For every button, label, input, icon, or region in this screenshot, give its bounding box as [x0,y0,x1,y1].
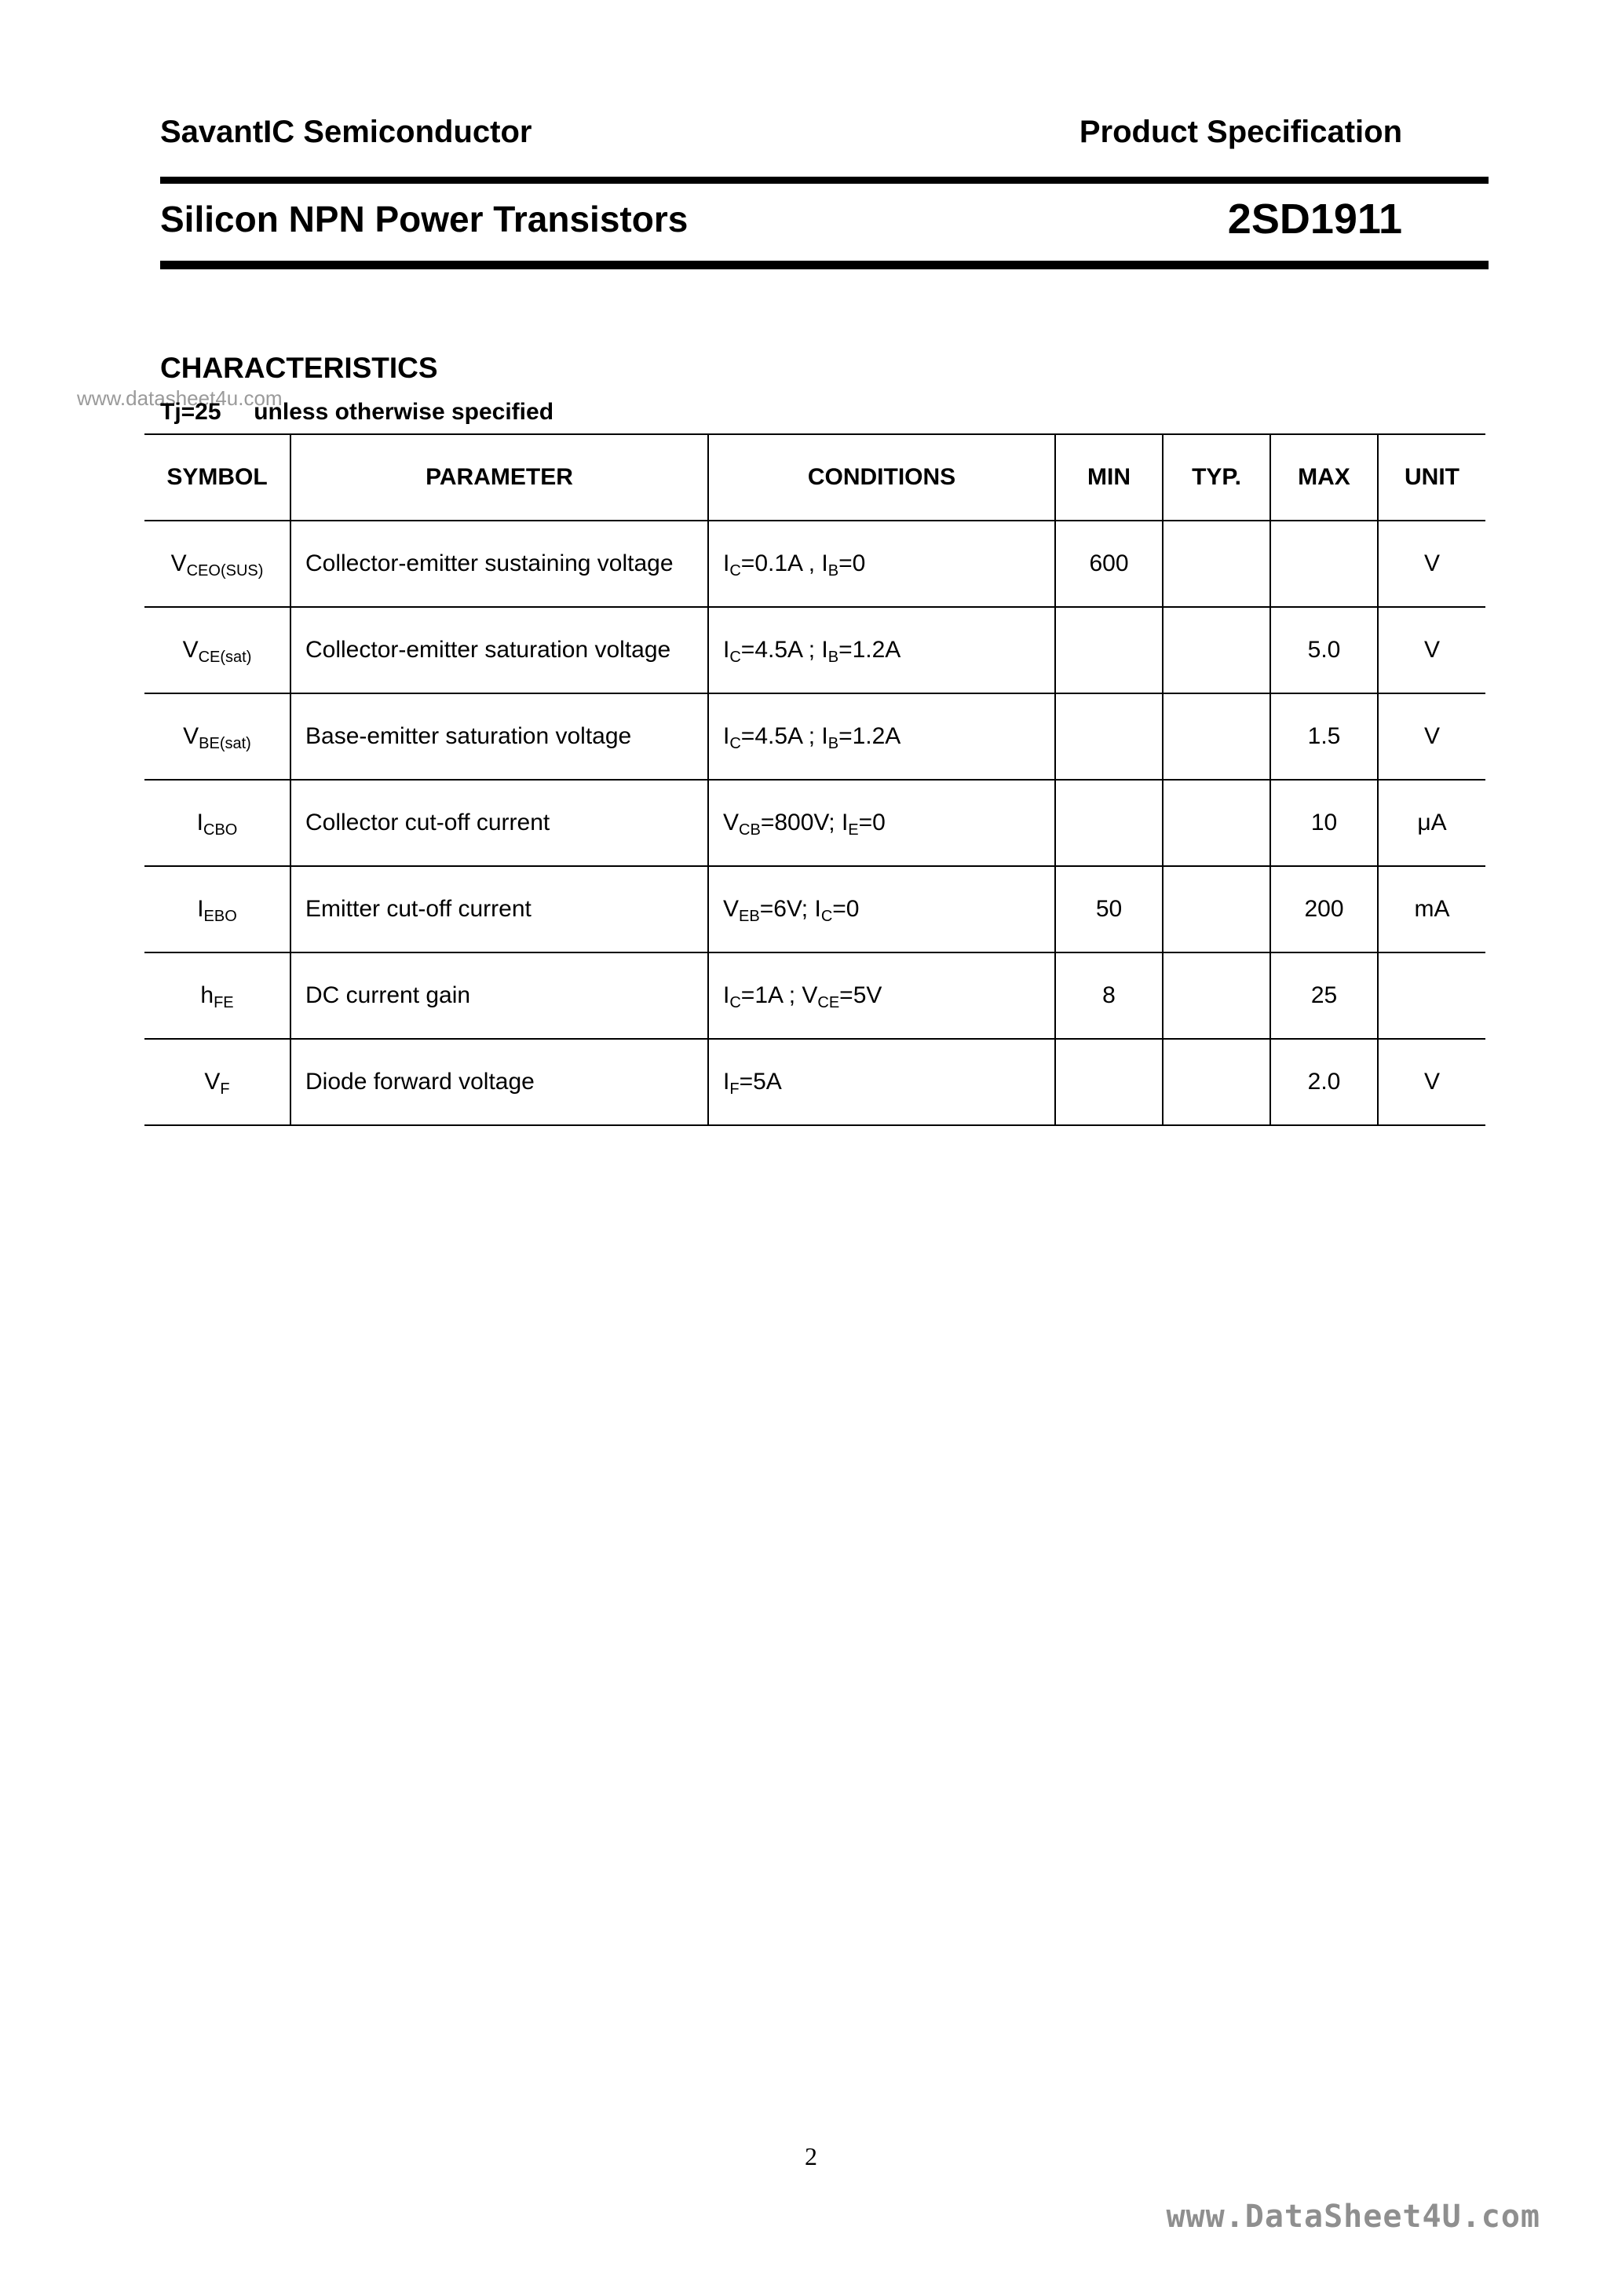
symbol-cell [144,521,290,607]
condition-subscript: CE [817,994,840,1011]
symbol-base: V [182,637,199,663]
typ-cell [1163,952,1270,1039]
header-symbol: SYMBOL [144,434,290,521]
symbol-subscript: FE [214,994,234,1011]
symbol-subscript: CEO(SUS) [186,562,264,579]
min-cell: 600 [1055,521,1163,607]
section-title: CHARACTERISTICS [160,352,438,384]
parameter-cell: Diode forward voltage [290,1039,708,1125]
watermark-top: www.datasheet4u.com [77,386,283,410]
condition-text: =4.5A ; I [740,723,828,749]
min-cell: 8 [1055,952,1163,1039]
condition-text: I [723,637,730,663]
unit-cell: V [1378,607,1485,693]
condition-text: V [723,810,740,835]
table-header-row [144,434,1485,521]
max-cell [1270,521,1378,607]
watermark-bottom: www.DataSheet4U.com [1166,2199,1540,2235]
parameter-cell: Emitter cut-off current [290,866,708,952]
conditions-cell [708,780,1055,866]
condition-subscript: C [820,908,833,925]
condition-text: =4.5A ; I [740,637,828,663]
header-max: MAX [1270,434,1378,521]
typ-cell [1163,1039,1270,1125]
conditions-cell [708,1039,1055,1125]
conditions-cell [708,693,1055,780]
condition-text: =0 [858,810,886,835]
test-condition-note: Tj=25 unless otherwise specified [160,399,554,425]
typ-cell [1163,521,1270,607]
min-cell [1055,607,1163,693]
max-cell: 200 [1270,866,1378,952]
header-divider-top [160,177,1489,184]
table-row [144,693,1485,780]
max-cell: 25 [1270,952,1378,1039]
condition-text: =0 [838,550,866,576]
unit-cell: V [1378,521,1485,607]
condition-subscript: EB [739,908,760,925]
unit-cell: V [1378,693,1485,780]
table-row [144,866,1485,952]
parameter-cell: Base-emitter saturation voltage [290,693,708,780]
symbol-subscript: CE(sat) [198,649,252,666]
condition-subscript: C [729,994,741,1011]
condition-subscript: C [729,735,741,752]
condition-text: I [723,723,730,749]
header-conditions: CONDITIONS [708,434,1055,521]
max-cell: 5.0 [1270,607,1378,693]
min-cell: 50 [1055,866,1163,952]
symbol-subscript: CBO [203,821,238,839]
symbol-cell [144,1039,290,1125]
condition-subscript: C [729,562,741,579]
max-cell: 10 [1270,780,1378,866]
conditions-cell [708,521,1055,607]
header-parameter: PARAMETER [290,434,708,521]
parameter-cell: DC current gain [290,952,708,1039]
header-divider-bottom [160,261,1489,269]
typ-cell [1163,780,1270,866]
typ-cell [1163,607,1270,693]
condition-text: V [723,896,740,922]
condition-subscript: C [729,649,741,666]
condition-text: =800V; I [760,810,849,835]
condition-subscript: E [848,821,859,839]
condition-subscript: B [827,562,839,579]
characteristics-table [144,433,1485,1126]
condition-text: =5A [739,1069,782,1095]
typ-cell [1163,866,1270,952]
table-row [144,1039,1485,1125]
header-unit: UNIT [1378,434,1485,521]
symbol-base: h [200,982,214,1008]
symbol-cell [144,780,290,866]
symbol-cell [144,952,290,1039]
unit-cell: μA [1378,780,1485,866]
unit-cell: V [1378,1039,1485,1125]
max-cell: 1.5 [1270,693,1378,780]
table-row [144,952,1485,1039]
company-name: SavantIC Semiconductor [160,115,532,149]
symbol-cell [144,607,290,693]
condition-text: I [723,550,730,576]
min-cell [1055,693,1163,780]
condition-subscript: B [827,649,839,666]
table-row [144,521,1485,607]
symbol-base: I [197,896,204,922]
parameter-cell: Collector cut-off current [290,780,708,866]
symbol-base: I [196,810,203,835]
condition-subscript: CB [739,821,761,839]
table-row [144,780,1485,866]
product-line-title: Silicon NPN Power Transistors [160,199,689,239]
condition-text: =0 [832,896,860,922]
symbol-base: V [204,1069,221,1095]
symbol-subscript: EBO [203,908,237,925]
table-row [144,607,1485,693]
condition-text: I [723,1069,730,1095]
condition-text: =1.2A [838,637,901,663]
symbol-cell [144,693,290,780]
symbol-base: V [170,550,187,576]
page-number: 2 [805,2142,817,2170]
conditions-cell [708,866,1055,952]
conditions-cell [708,607,1055,693]
condition-text: =1A ; V [740,982,818,1008]
symbol-base: V [183,723,199,749]
min-cell [1055,780,1163,866]
condition-text: I [723,982,730,1008]
unit-cell: mA [1378,866,1485,952]
header-typ: TYP. [1163,434,1270,521]
part-number: 2SD1911 [1227,196,1402,243]
symbol-subscript: BE(sat) [199,735,251,752]
document-type: Product Specification [1079,115,1402,149]
condition-text: =6V; I [759,896,821,922]
condition-text: =0.1A , I [740,550,828,576]
max-cell: 2.0 [1270,1039,1378,1125]
condition-subscript: F [729,1080,740,1098]
header-min: MIN [1055,434,1163,521]
conditions-cell [708,952,1055,1039]
min-cell [1055,1039,1163,1125]
unit-cell [1378,952,1485,1039]
condition-subscript: B [827,735,839,752]
parameter-cell: Collector-emitter saturation voltage [290,607,708,693]
typ-cell [1163,693,1270,780]
symbol-cell [144,866,290,952]
symbol-subscript: F [220,1080,230,1098]
parameter-cell: Collector-emitter sustaining voltage [290,521,708,607]
condition-text: =5V [839,982,882,1008]
condition-text: =1.2A [838,723,901,749]
